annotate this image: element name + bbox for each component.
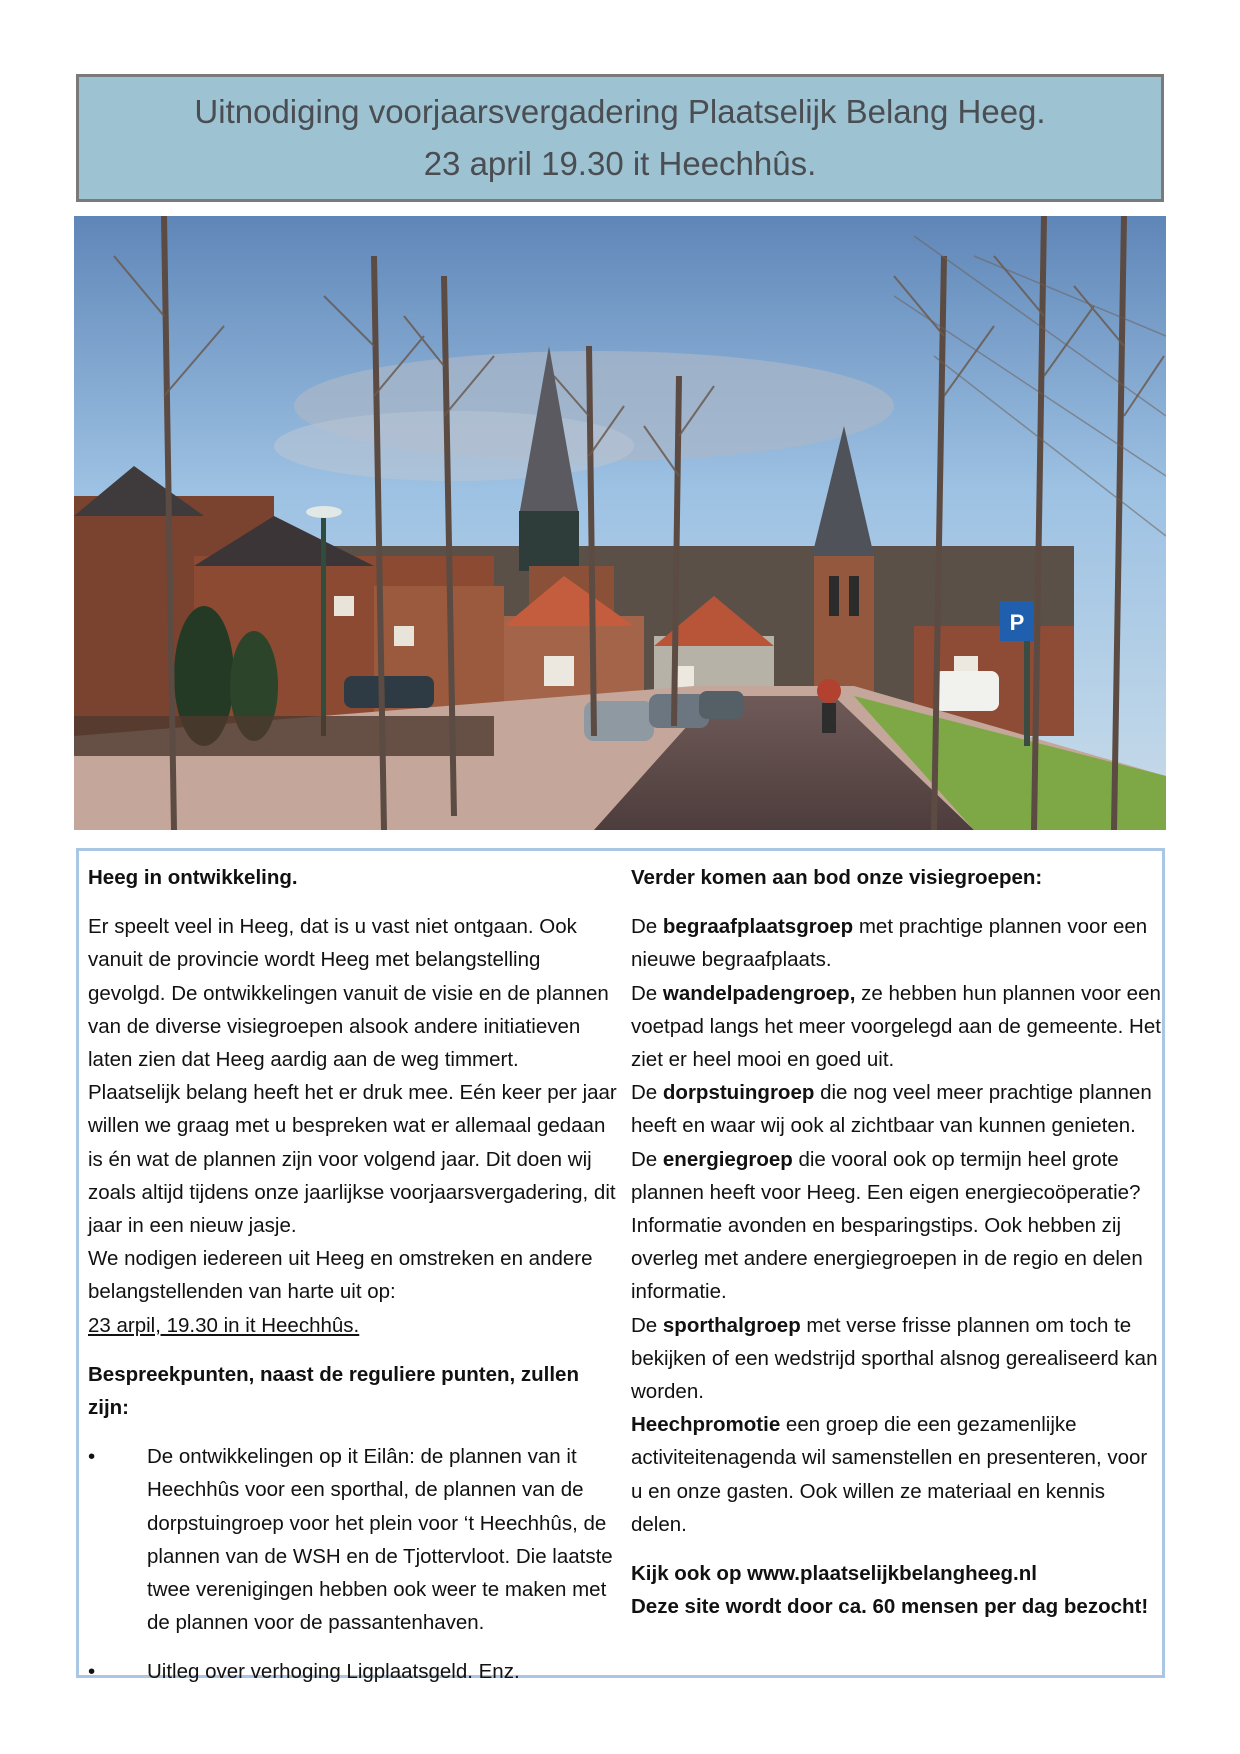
section-heading: Verder komen aan bod onze visiegroepen: <box>631 866 1043 889</box>
svg-text:P: P <box>1009 610 1025 635</box>
group-text: ze hebben hun plannen voor een voetpad langs het meer voorgelegd aan de gemeente. Het ziet er heel mooi en goed uit. <box>631 981 1161 1072</box>
intro-paragraph: Er speelt veel in Heeg, dat is u vast niet ontgaan. Ook vanuit de provincie wordt Heeg met belangstelling gevolgd. De ontwikkelingen vanuit de visie en de plannen van de diverse visiegroepen alsook andere initiatieven laten zien dat Heeg aardig aan de weg timmert. <box>88 915 609 1072</box>
website-line: Kijk ook op www.plaatselijkbelangheeg.nl <box>631 1562 1037 1586</box>
group-name: dorpstuingroep <box>662 1081 815 1105</box>
page-title: Uitnodiging voorjaarsvergadering Plaatselijk Belang Heeg. <box>194 93 1046 130</box>
group-prefix: De <box>631 915 663 939</box>
village-street-photo <box>74 216 1166 830</box>
left-column <box>88 861 618 1689</box>
bullet-text: De ontwikkelingen op it Eilân: de plannen van it Heechhûs voor een sporthal, de plannen van de dorpstuingroep voor het plein voor ‘t Heechhûs, de plannen van de WSH en de Tjottervloot. Die laatste twee verenigingen hebben ook weer te maken met de plannen voor de passantenhaven. <box>147 1445 613 1635</box>
topics-heading: Bespreekpunten, naast de reguliere punten, zullen zijn: <box>88 1362 579 1420</box>
paragraph-2: Plaatselijk belang heeft het er druk mee. Eén keer per jaar willen we graag met u bespreken wat er allemaal gedaan is én wat de plannen zijn voor volgend jaar. Dit doen wij zoals altijd tijdens onze jaarlijkse voorjaarsvergadering, dit jaar in een nieuw jasje. <box>88 1081 617 1238</box>
group-name: Heechpromotie <box>631 1413 781 1437</box>
group-entry <box>631 910 1161 976</box>
bullet-item <box>88 1655 618 1688</box>
group-name: sporthalgroep <box>662 1313 801 1337</box>
group-name: energiegroep <box>662 1147 793 1171</box>
group-entry <box>631 1076 1161 1142</box>
group-prefix: De <box>631 1313 663 1337</box>
group-text: een groep die een gezamenlijke activiteitenagenda wil samenstellen en presenteren, voor u en onze gasten. Ook willen ze materiaal en kennis delen. <box>631 1413 1148 1536</box>
group-text: met prachtige plannen voor een nieuwe begraafplaats. <box>631 915 1148 972</box>
bullet-text: Uitleg over verhoging Ligplaatsgeld. Enz. <box>147 1660 520 1684</box>
article-box <box>76 848 1165 1684</box>
group-name: wandelpadengroep, <box>662 981 856 1005</box>
paragraph-3: We nodigen iedereen uit Heeg en omstreken en andere belangstellenden van harte uit op: <box>88 1247 593 1304</box>
group-prefix: De <box>631 981 663 1005</box>
group-entry <box>631 1309 1161 1409</box>
group-name: begraafplaatsgroep <box>662 915 854 939</box>
group-entry <box>631 1143 1161 1309</box>
group-prefix: De <box>631 1147 663 1171</box>
group-prefix: De <box>631 1081 663 1105</box>
group-text: met verse frisse plannen om toch te bekijken of een wedstrijd sporthal alsnog gerealiseerd kan worden. <box>631 1313 1158 1404</box>
right-column <box>631 861 1161 1623</box>
group-entry <box>631 1408 1161 1541</box>
page-subtitle-date: 23 april 19.30 it Heechhûs. <box>423 145 817 182</box>
bullet-icon: • <box>88 1660 96 1684</box>
bullet-item <box>88 1440 618 1639</box>
date-line: 23 arpil, 19.30 in it Heechhûs. <box>88 1313 360 1337</box>
title-box <box>76 74 1164 202</box>
bullet-icon: • <box>88 1445 96 1469</box>
group-text: die vooral ook op termijn heel grote plannen heeft voor Heeg. Een eigen energiecoöperatie? Informatie avonden en besparingstips. Ook hebben zij overleg met andere energiegroepen in de regio en delen informatie. <box>631 1147 1143 1304</box>
group-entry <box>631 977 1161 1077</box>
section-heading: Heeg in ontwikkeling. <box>88 866 298 889</box>
visitors-line: Deze site wordt door ca. 60 mensen per dag bezocht! <box>631 1595 1149 1619</box>
group-text: die nog veel meer prachtige plannen heeft en waar wij ook al zichtbaar van kunnen genieten. <box>631 1081 1152 1138</box>
